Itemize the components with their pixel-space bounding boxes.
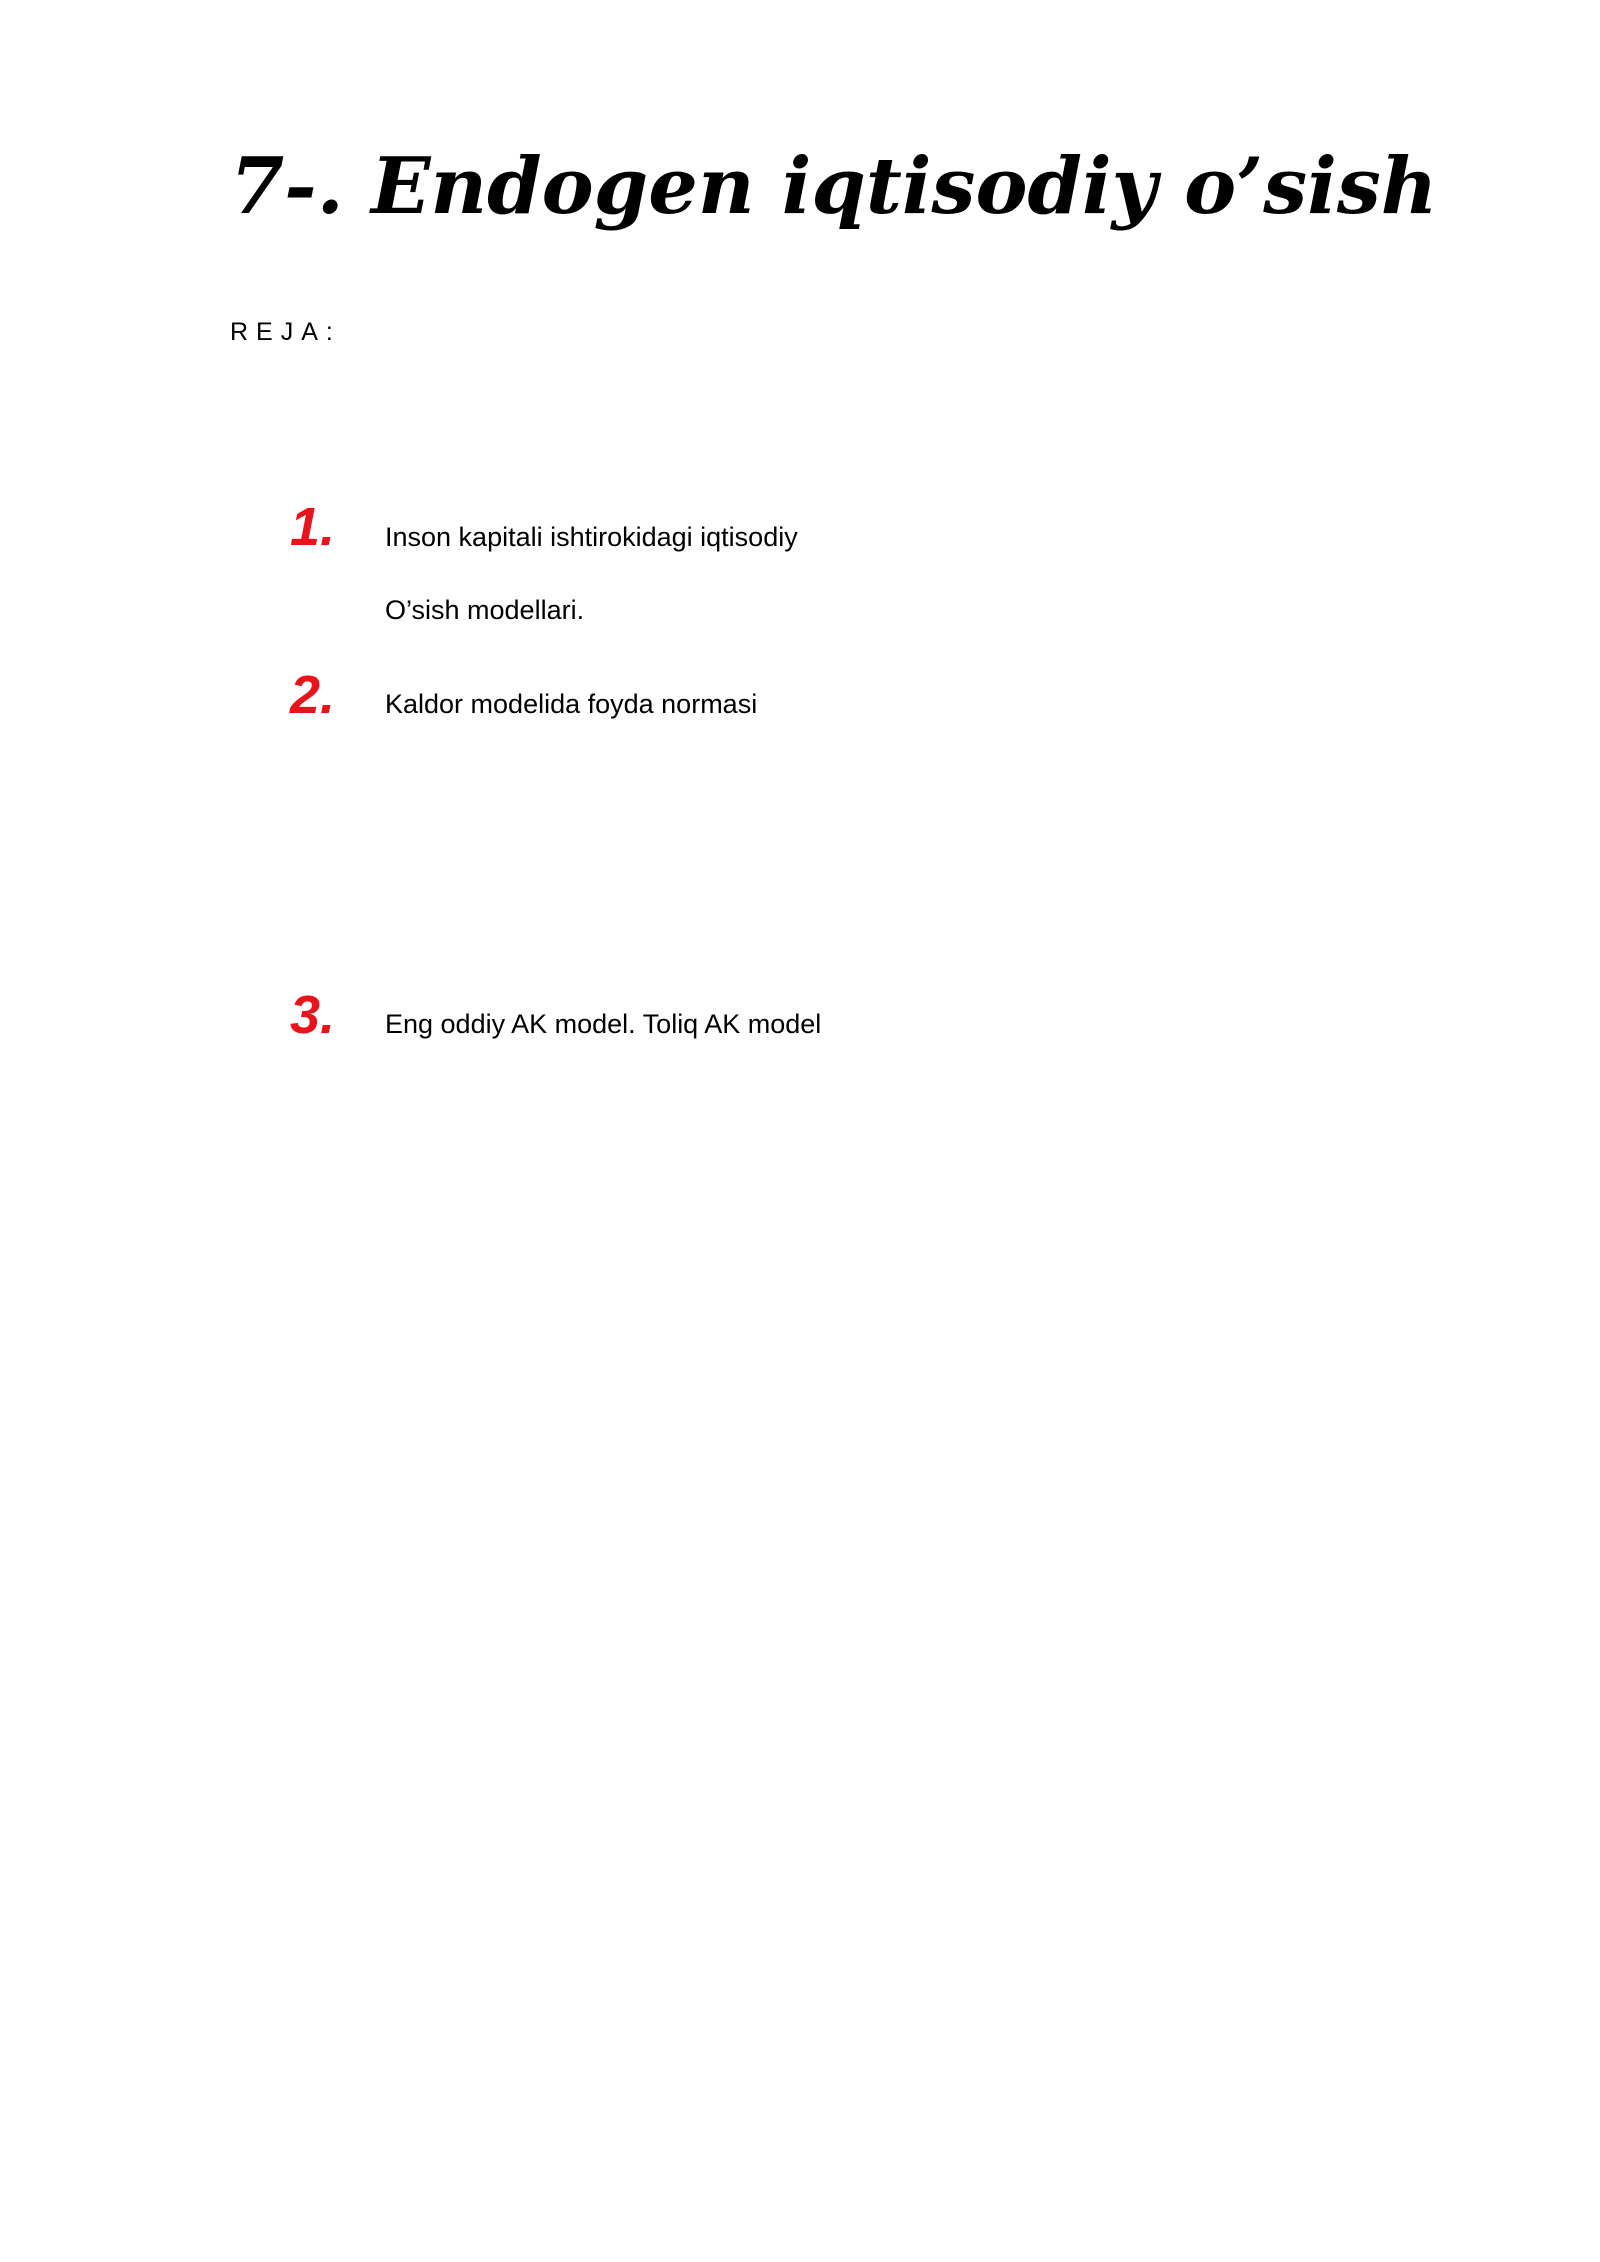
plan-label: REJA:: [230, 318, 341, 346]
list-item-number: 3.: [290, 985, 336, 1045]
list-item-number: 1.: [290, 497, 336, 557]
list-item-text: O’sish modellari.: [385, 595, 585, 625]
list-item-number: 2.: [290, 665, 336, 725]
page-title: 7-. Endogen iqtisodiy o’sish: [230, 141, 1438, 232]
list-item-text: Eng oddiy AK model. Toliq AK model: [385, 1009, 822, 1039]
list-item-text: Kaldor modelida foyda normasi: [385, 689, 758, 719]
list-item-text: Inson kapitali ishtirokidagi iqtisodiy: [385, 522, 798, 552]
